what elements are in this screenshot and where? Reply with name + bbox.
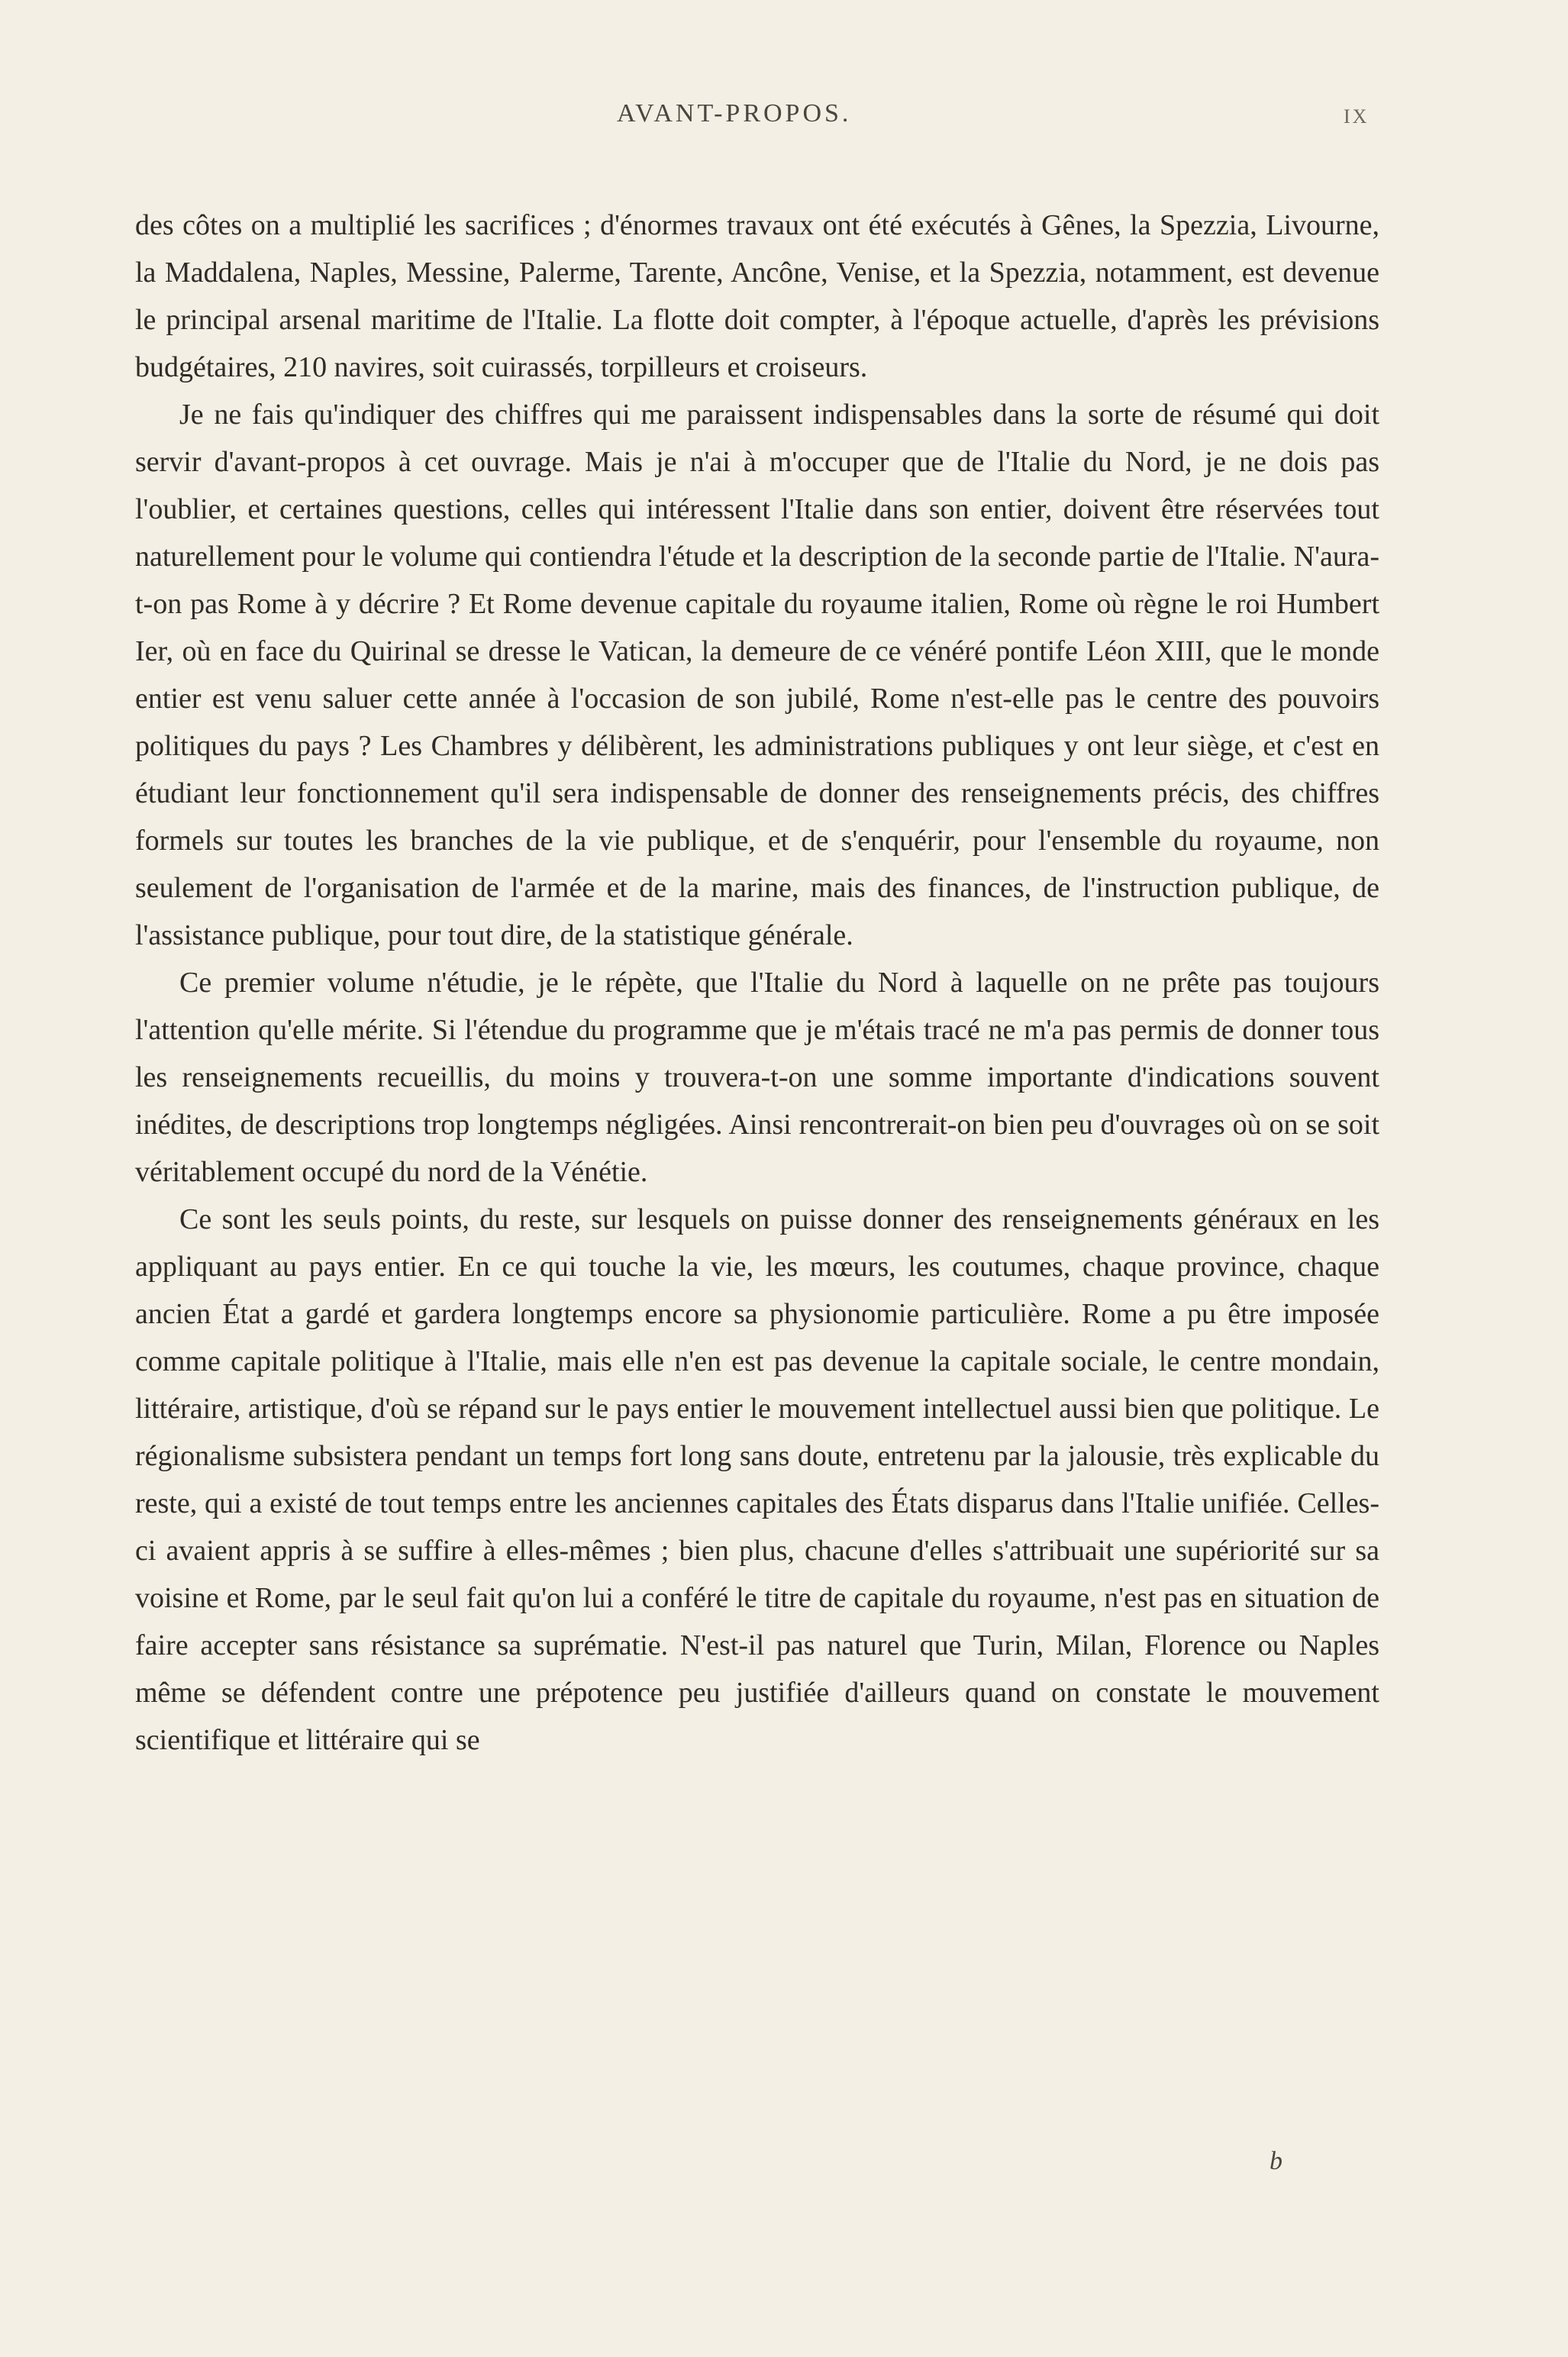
running-title: AVANT-PROPOS. xyxy=(617,99,852,128)
paragraph: Ce premier volume n'étudie, je le répète, que l'Italie du Nord à laquelle on ne prête pas toujours l'attention qu'elle mérite. Si l'étendue du programme que je m'étais tracé ne m'a pas permis de donner tous les renseignements recueillis, du moins y trouvera-t-on une somme importante d'indications souvent inédites, de descriptions trop longtemps négligées. Ainsi rencontrerait-on bien peu d'ouvrages où on se soit véritablement occupé du nord de la Vénétie. xyxy=(135,967,1379,1188)
running-head xyxy=(0,99,1568,145)
body-text xyxy=(135,202,1379,1764)
page-number: IX xyxy=(1344,105,1370,128)
paragraph: Ce sont les seuls points, du reste, sur lesquels on puisse donner des renseignements généraux en les appliquant au pays entier. En ce qui touche la vie, les mœurs, les coutumes, chaque province, chaque ancien État a gardé et gardera longtemps encore sa physionomie particulière. Rome a pu être imposée comme capitale politique à l'Italie, mais elle n'en est pas devenue la capitale sociale, le centre mondain, littéraire, artistique, d'où se répand sur le pays entier le mouvement intellectuel aussi bien que politique. Le régionalisme subsistera pendant un temps fort long sans doute, entretenu par la jalousie, très explicable du reste, qui a existé de tout temps entre les anciennes capitales des États disparus dans l'Italie unifiée. Celles-ci avaient appris à se suffire à elles-mêmes ; bien plus, chacune d'elles s'attribuait une supériorité sur sa voisine et Rome, par le seul fait qu'on lui a conféré le titre de capitale du royaume, n'est pas en situation de faire accepter sans résistance sa suprématie. N'est-il pas naturel que Turin, Milan, Florence ou Naples même se défendent contre une prépotence peu justifiée d'ailleurs quand on constate le mouvement scientifique et littéraire qui se xyxy=(135,1203,1379,1756)
paragraph: Je ne fais qu'indiquer des chiffres qui me paraissent indispensables dans la sorte de résumé qui doit servir d'avant-propos à cet ouvrage. Mais je n'ai à m'occuper que de l'Italie du Nord, je ne dois pas l'oublier, et certaines questions, celles qui intéressent l'Italie dans son entier, doivent être réservées tout naturellement pour le volume qui contiendra l'étude et la description de la seconde partie de l'Italie. N'aura-t-on pas Rome à y décrire ? Et Rome devenue capitale du royaume italien, Rome où règne le roi Humbert Ier, où en face du Quirinal se dresse le Vatican, la demeure de ce vénéré pontife Léon XIII, que le monde entier est venu saluer cette année à l'occasion de son jubilé, Rome n'est-elle pas le centre des pouvoirs politiques du pays ? Les Chambres y délibèrent, les administrations publiques y ont leur siège, et c'est en étudiant leur fonctionnement qu'il sera indispensable de donner des renseignements précis, des chiffres formels sur toutes les branches de la vie publique, et de s'enquérir, pour l'ensemble du royaume, non seulement de l'organisation de l'armée et de la marine, mais des finances, de l'instruction publique, de l'assistance publique, pour tout dire, de la statistique générale. xyxy=(135,399,1379,951)
paragraph-continuation: des côtes on a multiplié les sacrifices ; d'énormes travaux ont été exécutés à Gênes, la Spezzia, Livourne, la Maddalena, Naples, Messine, Palerme, Tarente, Ancône, Venise, et la Spezzia, notamment, est devenue le principal arsenal maritime de l'Italie. La flotte doit compter, à l'époque actuelle, d'après les prévisions budgétaires, 210 navires, soit cuirassés, torpilleurs et croiseurs. xyxy=(135,209,1379,383)
signature-mark: b xyxy=(1270,2147,1282,2175)
